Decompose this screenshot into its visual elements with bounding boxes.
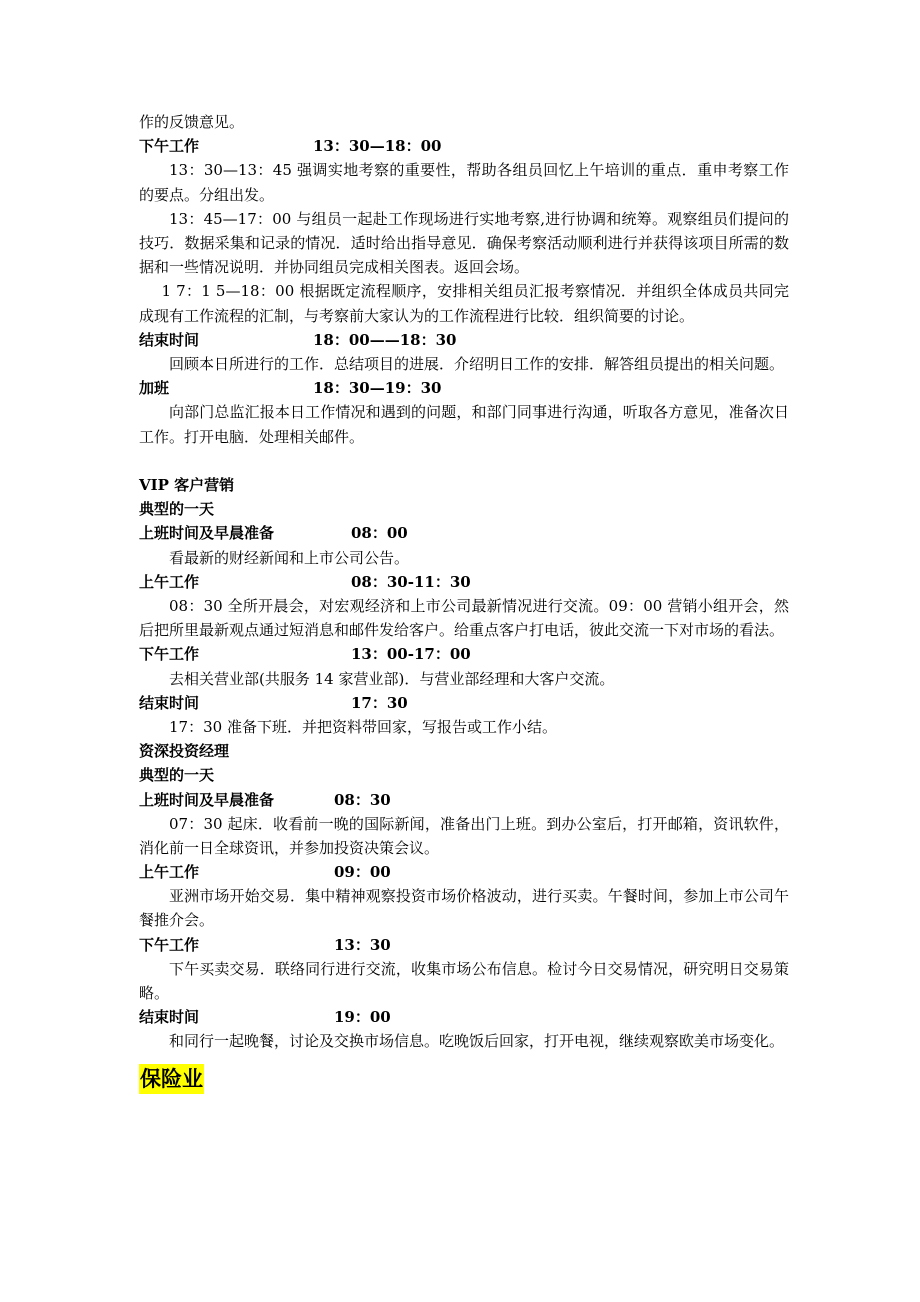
heading-time: 13：30—18：00 — [313, 137, 442, 156]
end-heading — [139, 1005, 789, 1029]
end-heading — [139, 328, 789, 352]
heading-label: 加班 — [139, 379, 170, 398]
paragraph: 13：30—13：45 强调实地考察的重要性，帮助各组员回忆上午培训的重点．重申考察工作的要点。分组出发。 — [139, 161, 789, 204]
spacer — [139, 449, 789, 473]
heading-label: 上午工作 — [139, 863, 200, 882]
overtime-heading — [139, 376, 789, 400]
heading-label: 上班时间及早晨准备 — [139, 790, 275, 809]
heading-label: 下午工作 — [139, 935, 200, 954]
paragraph: 08：30 全所开晨会，对宏观经济和上市公司最新情况进行交流。09：00 营销小组开会，然后把所里最新观点通过短消息和邮件发给客户。给重点客户打电话，彼此交流一下对市场的看法。 — [139, 596, 789, 640]
paragraph: 去相关营业部(共服务 14 家营业部)．与营业部经理和大客户交流。 — [169, 669, 615, 688]
paragraph: 17：30 准备下班．并把资料带回家，写报告或工作小结。 — [169, 717, 557, 736]
section-subtitle: 典型的一天 — [139, 500, 215, 519]
document-page — [139, 110, 789, 1094]
morning-prep-heading — [139, 788, 789, 812]
heading-label: 结束时间 — [139, 330, 200, 349]
paragraph: 07：30 起床．收看前一晚的国际新闻，准备出门上班。到办公室后，打开邮箱，资讯软件，消化前一日全球资讯，并参加投资决策会议。 — [139, 814, 789, 857]
intro-tail: 作的反馈意见。 — [139, 113, 245, 131]
paragraph: 和同行一起晚餐，讨论及交换市场信息。吃晚饭后回家，打开电视，继续观察欧美市场变化。 — [169, 1032, 785, 1051]
paragraph: 下午买卖交易．联络同行进行交流，收集市场公布信息。检讨今日交易情况，研究明日交易策略。 — [139, 959, 789, 1003]
paragraph: 亚洲市场开始交易．集中精神观察投资市场价格波动，进行买卖。午餐时间，参加上市公司午餐推介会。 — [139, 887, 789, 930]
section-title: 资深投资经理 — [139, 742, 230, 761]
heading-time: 13：00-17：00 — [351, 645, 471, 664]
heading-time: 08：30 — [334, 790, 391, 809]
afternoon-heading — [139, 933, 789, 957]
paragraph: 看最新的财经新闻和上市公司公告。 — [169, 548, 410, 567]
heading-label: 结束时间 — [139, 693, 200, 712]
paragraph: 向部门总监汇报本日工作情况和遇到的问题，和部门同事进行沟通，听取各方意见，准备次日工作。打开电脑．处理相关邮件。 — [139, 403, 789, 446]
next-section-wrap — [139, 1064, 789, 1094]
section-title: VIP 客户营销 — [139, 475, 235, 494]
section-subtitle: 典型的一天 — [139, 766, 215, 785]
afternoon-heading — [139, 642, 789, 666]
heading-time: 13：30 — [334, 935, 391, 954]
morning-heading — [139, 570, 789, 594]
morning-heading — [139, 860, 789, 884]
paragraph: 1 7：1 5—18：00 根据既定流程顺序，安排相关组员汇报考察情况．并组织全体成员共同完成现有工作流程的汇制，与考察前大家认为的工作流程进行比较．组织简要的讨论。 — [139, 282, 789, 325]
afternoon-heading — [139, 134, 789, 158]
heading-time: 18：30—19：30 — [313, 379, 442, 398]
paragraph: 回顾本日所进行的工作．总结项目的进展．介绍明日工作的安排．解答组员提出的相关问题。 — [169, 355, 785, 373]
heading-label: 下午工作 — [139, 645, 200, 664]
section-heading-highlighted: 保险业 — [139, 1064, 204, 1094]
paragraph: 13：45—17：00 与组员一起赴工作现场进行实地考察,进行协调和统筹。观察组员们提问的技巧．数据采集和记录的情况．适时给出指导意见．确保考察活动顺利进行并获得该项目所需的数据和一些情况说明．并协同组员完成相关图表。返回会场。 — [139, 209, 789, 277]
heading-time: 19：00 — [334, 1008, 391, 1027]
morning-prep-heading — [139, 521, 789, 545]
heading-label: 下午工作 — [139, 137, 200, 156]
heading-time: 17：30 — [351, 693, 408, 712]
heading-time: 08：00 — [351, 524, 408, 543]
heading-label: 上午工作 — [139, 572, 200, 591]
heading-label: 结束时间 — [139, 1008, 200, 1027]
heading-time: 18：00——18：30 — [313, 330, 457, 349]
heading-label: 上班时间及早晨准备 — [139, 524, 275, 543]
heading-time: 09：00 — [334, 863, 391, 882]
heading-time: 08：30-11：30 — [351, 572, 471, 591]
end-heading — [139, 691, 789, 715]
